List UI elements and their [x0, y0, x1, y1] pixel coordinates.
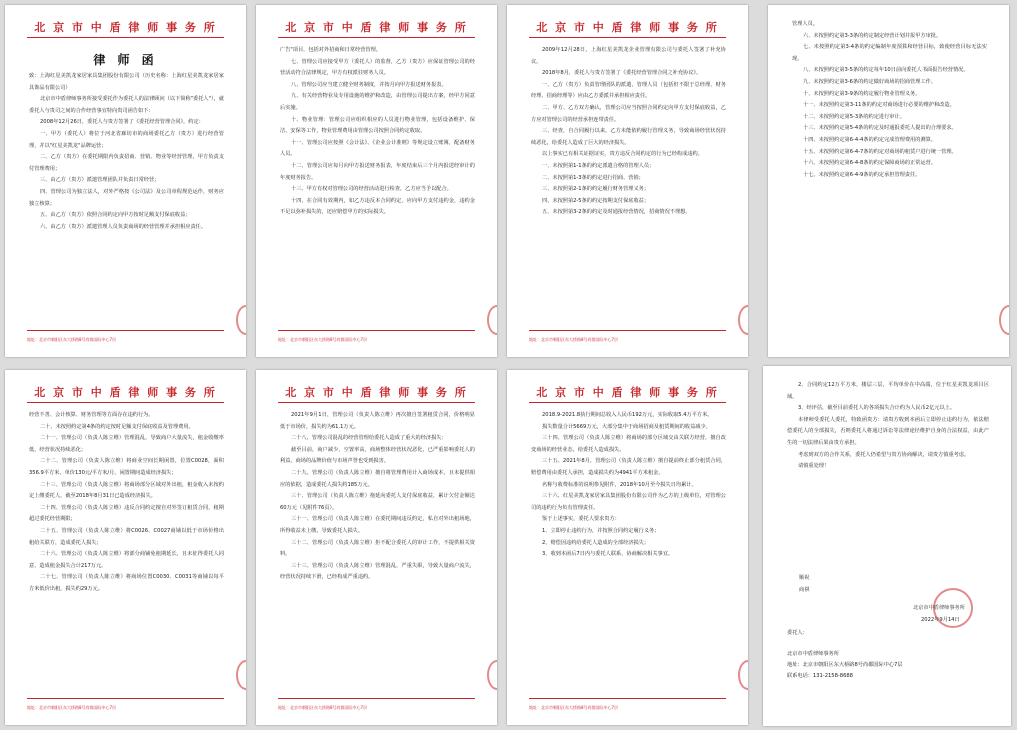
letter-page-1 [5, 5, 246, 357]
footer-address: 地址：北京市朝阳区东大桥路8号尚都国际中心7层 [278, 705, 368, 710]
paragraph: 名称与收费标准的说明参见附件，2018年10月至今损失日均累计。 [542, 481, 697, 488]
paragraph: 十三、未按照约定第5-4条的约定及时通报委托人提出的合理要求。 [803, 125, 957, 132]
paragraph: 二、未按照第1-3条的约定进行招商、营销； [542, 174, 644, 181]
page-body [531, 410, 726, 695]
paragraph: 经营不善、会计核算、财务管理等方面存在违约行为。 [29, 412, 154, 418]
footer-rule [529, 330, 726, 331]
signoff-line-1: 顺祝 [799, 575, 810, 581]
footer-address: 地址：北京市朝阳区东大桥路8号尚都国际中心7层 [529, 337, 619, 342]
firm-header: 北 京 市 中 盾 律 师 事 务 所 [285, 386, 468, 399]
footer-address: 地址：北京市朝阳区东大桥路8号尚都国际中心7层 [529, 705, 619, 710]
paragraph: 三、由乙方（贵方）派遣管理团队并负责日常经营； [40, 177, 160, 184]
paragraph: 北京市中盾律师事务所接受委托作为委托人的法律顾问（以下简称"委托人"），就委托人与贵司之间的合作经营事宜特向贵司函告如下： [29, 96, 224, 114]
paragraph: 十、物业管理：管理公司应组织相应的人员进行物业管理，包括设备维护、保洁、安保等工作，物业管理费用由管理公司按照合同约定收取。 [280, 116, 475, 135]
paragraph: 3、经评估，截至目前委托人的各项损失合计约为人民币2亿元以上。 [798, 405, 956, 412]
seam-seal-icon [738, 660, 748, 690]
paragraph: 以上事实已有相关证据证实，贵方违反合同约定的行为已经构成违约。 [542, 151, 703, 158]
paragraph: 1、立即停止违约行为，并按照合同约定履行义务； [542, 527, 660, 534]
letter-page-3 [507, 5, 748, 357]
footer-address: 地址：北京市朝阳区东大桥路8号尚都国际中心7层 [27, 337, 117, 342]
footer-address: 地址：北京市朝阳区东大桥路8号尚都国际中心7层 [278, 337, 368, 342]
paragraph: 二十五、管理公司（负责人陈立维）将C0026、C0027商铺以低于市场价格出租给关联方，造成委托人损失； [29, 527, 224, 546]
paragraph: 二十、未按照约定第4条的约定按时足额支付保底收益及管理费用。 [40, 423, 194, 430]
paragraph: 十四、在合同有效期内，如乙方违反本合同约定，应向甲方支付违约金，违约金不足以弥补损失的，还应赔偿甲方的实际损失。 [280, 197, 475, 216]
contact-address: 地址：北京市朝阳区东大桥路8号尚都国际中心7层 [787, 662, 903, 668]
firm-header: 北 京 市 中 盾 律 师 事 务 所 [285, 21, 468, 34]
paragraph: 本律师受委托人委托，特致函贵方：请贵方收到本函后立即停止违约行为，依法赔偿委托人的全部损失，否则委托人将通过诉讼等法律途径维护自身的合法权益，由此产生的一切法律后果由贵方承担。 [787, 416, 989, 446]
footer-rule [529, 698, 726, 699]
paragraph: 2、合同约定12万平方米，楼层三层，平均单价在中高端，位于红星美凯龙项目区域。 [787, 382, 989, 400]
footer-address: 地址：北京市朝阳区东大桥路8号尚都国际中心7层 [27, 705, 117, 710]
header-rule [529, 402, 726, 403]
paragraph: 2009年12月28日，上海红星美凯龙企业管理有限公司与委托人签署了补充协议。 [531, 47, 726, 65]
paragraph: 三十一、管理公司（负责人陈立维）在委托期间违反约定，私自对外出租场地，所得收益未上缴，导致委托人损失。 [280, 516, 475, 534]
paragraph: 截至目前，商户减少，空置率高，商场整体经营状况恶化，已严重影响委托人的利益，商场的品牌价值与市场声誉也受到损害。 [280, 446, 475, 465]
paragraph: 2、赔偿因违约给委托人造成的全部经济损失； [542, 539, 650, 546]
paragraph: 三、经查，自合同履行以来，乙方未能依约履行管理义务，导致商场经营状况持续恶化，给委托人造成了巨大的经济损失。 [531, 128, 726, 146]
paragraph: 十一、管理公司应按照《会计法》、《企业会计准则》等规定设立账簿，配备财务人员。 [280, 139, 475, 158]
page-body [29, 71, 224, 327]
seam-seal-icon [738, 305, 748, 335]
paragraph: 五、未按照第3-2条的约定及时通报经营情况，招商情况不理想。 [542, 209, 691, 216]
page-body [531, 45, 726, 327]
letter-page-4 [768, 5, 1009, 357]
sign-firm: 北京市中盾律师事务所 [913, 605, 965, 611]
contact-block [787, 628, 903, 682]
seam-seal-icon [236, 660, 246, 690]
seam-seal-icon [487, 305, 497, 335]
header-rule [278, 37, 475, 38]
paragraph: 一、未按照第1-1条的约定派遣合格的管理人员； [542, 162, 655, 169]
paragraph: 五、由乙方（贵方）依照合同约定向甲方按时足额支付保底收益； [40, 212, 191, 219]
letter-page-8 [763, 366, 1011, 726]
letter-title: 律 师 函 [93, 53, 158, 67]
header-rule [27, 37, 224, 38]
letter-page-5 [5, 370, 246, 725]
paragraph: 十、未按照约定第3-9条的约定履行物业管理义务。 [803, 90, 921, 97]
paragraph: 二十二、管理公司（负责人陈立维）将商业空间长期闲置，位置C0028，面积356.9平方米，单价130元/平方米/月，闲置期间造成经济损失； [29, 458, 224, 476]
paragraph: 四、管理公司为独立法人，对外严格按《公司法》及公司章程规范运作，财务应独立核算； [29, 188, 224, 207]
paragraph: 十一、未按照约定第3-11条的约定对商场进行必要的维护和改造。 [803, 102, 955, 109]
addressee: 致：上海红星美凯龙家居家具集团股份有限公司（历史名称：上海红星美凯龙家居家具饰品有限公司） [29, 73, 224, 91]
paragraph: 四、未按照第2-5条的约定按期支付保底收益； [542, 197, 650, 204]
paragraph: 九、未按照约定第3-6条的约定做好商场的招商管理工作。 [803, 78, 936, 85]
firm-header: 北 京 市 中 盾 律 师 事 务 所 [536, 386, 719, 399]
paragraph: 十七、未按照约定第6-4-9条的约定承担管理责任。 [803, 171, 921, 178]
footer-rule [278, 698, 475, 699]
paragraph: 三十二、管理公司（负责人陈立维）拒不配合委托人的审计工作，不提供相关资料。 [280, 539, 475, 558]
paragraph: 三十、管理公司（负责人陈立维）拖延向委托人支付保底收益，累计欠付金额达60万元（见附件76页）。 [280, 493, 475, 511]
seam-seal-icon [236, 305, 246, 335]
paragraph: 损失数量合计5669万元，大部分集中于商场招商及租赁期间的收益减少。 [542, 423, 711, 430]
letter-page-7 [507, 370, 748, 725]
paragraph: 六、未按照约定第3-3条的约定制定经营计划并报甲方审批。 [803, 32, 942, 39]
page-body [792, 19, 987, 343]
header-rule [278, 402, 475, 403]
paragraph: 二、甲方、乙方双方确认，管理公司应当按照合同约定向甲方支付保底收益，乙方应对管理公司的经营承担连带责任。 [531, 104, 726, 123]
paragraph: 3、收到本函后7日内与委托人联系，协商解决相关事宜。 [542, 551, 674, 558]
page-body [29, 410, 224, 695]
firm-header: 北 京 市 中 盾 律 师 事 务 所 [34, 21, 217, 34]
header-rule [27, 402, 224, 403]
paragraph: 十四、未按照约定第6-4-4条的约定完成管理费用的测算。 [803, 136, 936, 143]
contact-client: 委托人： [787, 630, 808, 636]
paragraph: 2018.9-2021.8执行期间总收入人民币192万元，实际收取5.4万平方米。 [542, 412, 713, 418]
paragraph: 三、未按照第2-1条的约定履行财务管理义务； [542, 186, 650, 193]
paragraph: 三十五、2021年8月，管理公司（负责人陈立维）擅自提前终止部分租赁合同，赔偿费用由委托人承担，造成损失约为4941平方米租金。 [531, 458, 726, 476]
footer-rule [278, 330, 475, 331]
paragraph: 八、未按照约定第3-5条的约定每年10日前向委托人书面报告经营情况。 [803, 67, 969, 74]
paragraph: 二、乙方（贵方）在委托期限内负责招商、营销、物业等经营管理，甲方负责支付管理费用； [29, 154, 224, 172]
paragraph: 八、管理公司应当建立健全财务制度，并按月向甲方报送财务报表。 [291, 81, 447, 88]
paragraph: 2018年8月，委托人与贵方签署了《委托经营管理合同之补充协议》。 [542, 70, 702, 77]
paragraph: 二十一、管理公司（负责人陈立维）管理混乱，导致商户大量流失，租金收缴率低，经营状况持续恶化； [29, 435, 224, 453]
page-body [280, 45, 475, 327]
paragraph: 十二、未按照约定第5-3条的约定进行审计。 [803, 113, 905, 120]
paragraph: 2021年9月1日，管理公司（负责人陈立维）再次擅自签署租赁合同，价格明显低于市场价，损失约为61.1万元。 [280, 412, 475, 430]
paragraph: 鉴于上述事实，委托人要求贵方： [542, 516, 620, 523]
page-body [787, 380, 989, 570]
paragraph: 六、由乙方（贵方）派遣管理人员负责商场的经营管理并承担相应责任。 [40, 223, 207, 230]
paragraph: 十三、甲方有权对管理公司的经营活动进行检查，乙方应当予以配合。 [291, 186, 452, 193]
paragraph: 七、未按照约定第3-4条的约定编制年度预算和经营目标，致使经营目标无法实现。 [792, 44, 987, 62]
paragraph: 考虑到双方的合作关系，委托人仍希望与贵方协商解决，请贵方慎重考虑。 [798, 451, 970, 458]
firm-header: 北 京 市 中 盾 律 师 事 务 所 [536, 21, 719, 34]
seam-seal-icon [999, 305, 1009, 335]
paragraph: 九、有关经营物业及专用设施的维护和改造，由管理公司提出方案，经甲方同意后实施。 [280, 93, 475, 111]
paragraph: 二十七、管理公司（负责人陈立维）将商场位置C0030、C0031等商铺以每平方米低价出租，损失约29万元。 [29, 574, 224, 592]
header-rule [529, 37, 726, 38]
paragraph: 十六、未按照约定第6-4-8条的约定保障商场的正常运营。 [803, 160, 936, 167]
contact-firm: 北京市中盾律师事务所 [787, 651, 839, 657]
paragraph: 二十八、管理公司混乱的经营管理给委托人造成了重大的经济损失： [291, 435, 447, 442]
letter-page-6 [256, 370, 497, 725]
paragraph: 一、甲方（委托人）将位于河北省廊坊市的商场委托乙方（贵方）进行经营管理，并以"红星美凯龙"品牌运营； [29, 130, 224, 149]
paragraph: 三十六、红星美凯龙家居家具集团股份有限公司作为乙方的上级单位，对管理公司的违约行为负有管理责任。 [531, 493, 726, 511]
paragraph: 三十四、管理公司（负责人陈立维）将商场的部分区域交由关联方经营，擅自改变商场的经营业态，给委托人造成损失。 [531, 435, 726, 453]
firm-header: 北 京 市 中 盾 律 师 事 务 所 [34, 386, 217, 399]
paragraph: 二十九、管理公司（负责人陈立维）擅自将管理费用计入商场成本，且未提供相应的依据，造成委托人损失约185万元。 [280, 469, 475, 488]
paragraph: 二十四、管理公司（负责人陈立维）违反合同约定擅自对外签订租赁合同，租期超过委托经营期限； [29, 504, 224, 523]
paragraph: 请慎重处理！ [798, 463, 830, 470]
footer-rule [27, 698, 224, 699]
paragraph: 管理人员。 [792, 21, 818, 27]
paragraph: 二十六、管理公司（负责人陈立维）将部分商铺免租期延长，且未征得委托人同意，造成租金损失合计217万元。 [29, 551, 224, 569]
paragraph: 二十三、管理公司（负责人陈立维）将商场部分区域对外出租，租金收入未按约定上缴委托人，截至2018年8月31日已造成经济损失。 [29, 481, 224, 500]
paragraph: 十二、管理公司应每月向甲方报送财务报表，年度结束后三个月内报送经审计的年度财务报告。 [280, 162, 475, 181]
paragraph: 三十三、管理公司（负责人陈立维）管理混乱，严重失职，导致大量商户流失，经营状况持续下滑，已经构成严重违约。 [280, 562, 475, 581]
sign-date: 2022年9月14日 [921, 617, 960, 623]
paragraph: 一、乙方（贵方）负责管理团队的派遣，管理人员（包括但不限于总经理、财务经理、招商经理等）应由乙方委派并承担相应责任。 [531, 81, 726, 100]
footer-rule [27, 330, 224, 331]
signoff-line-2: 商祺 [799, 587, 810, 593]
paragraph: 2008年12月26日，委托人与贵方签署了《委托经营管理合同》，约定： [40, 119, 204, 126]
paragraph: 十五、未按照约定第6-4-7条的约定对商场的租赁户进行统一管理。 [803, 148, 957, 155]
paragraph: 广告"项目，包括对外招商和日常经营管理。 [280, 47, 381, 53]
page-body [280, 410, 475, 695]
letter-page-2 [256, 5, 497, 357]
paragraph: 七、管理公司应接受甲方（委托人）的监督，乙方（贵方）应保证管理公司的经营活动符合法律规定，甲方有权派驻财务人员。 [280, 58, 475, 77]
contact-phone: 联系电话：131-2158-8688 [787, 673, 853, 679]
seam-seal-icon [487, 660, 497, 690]
